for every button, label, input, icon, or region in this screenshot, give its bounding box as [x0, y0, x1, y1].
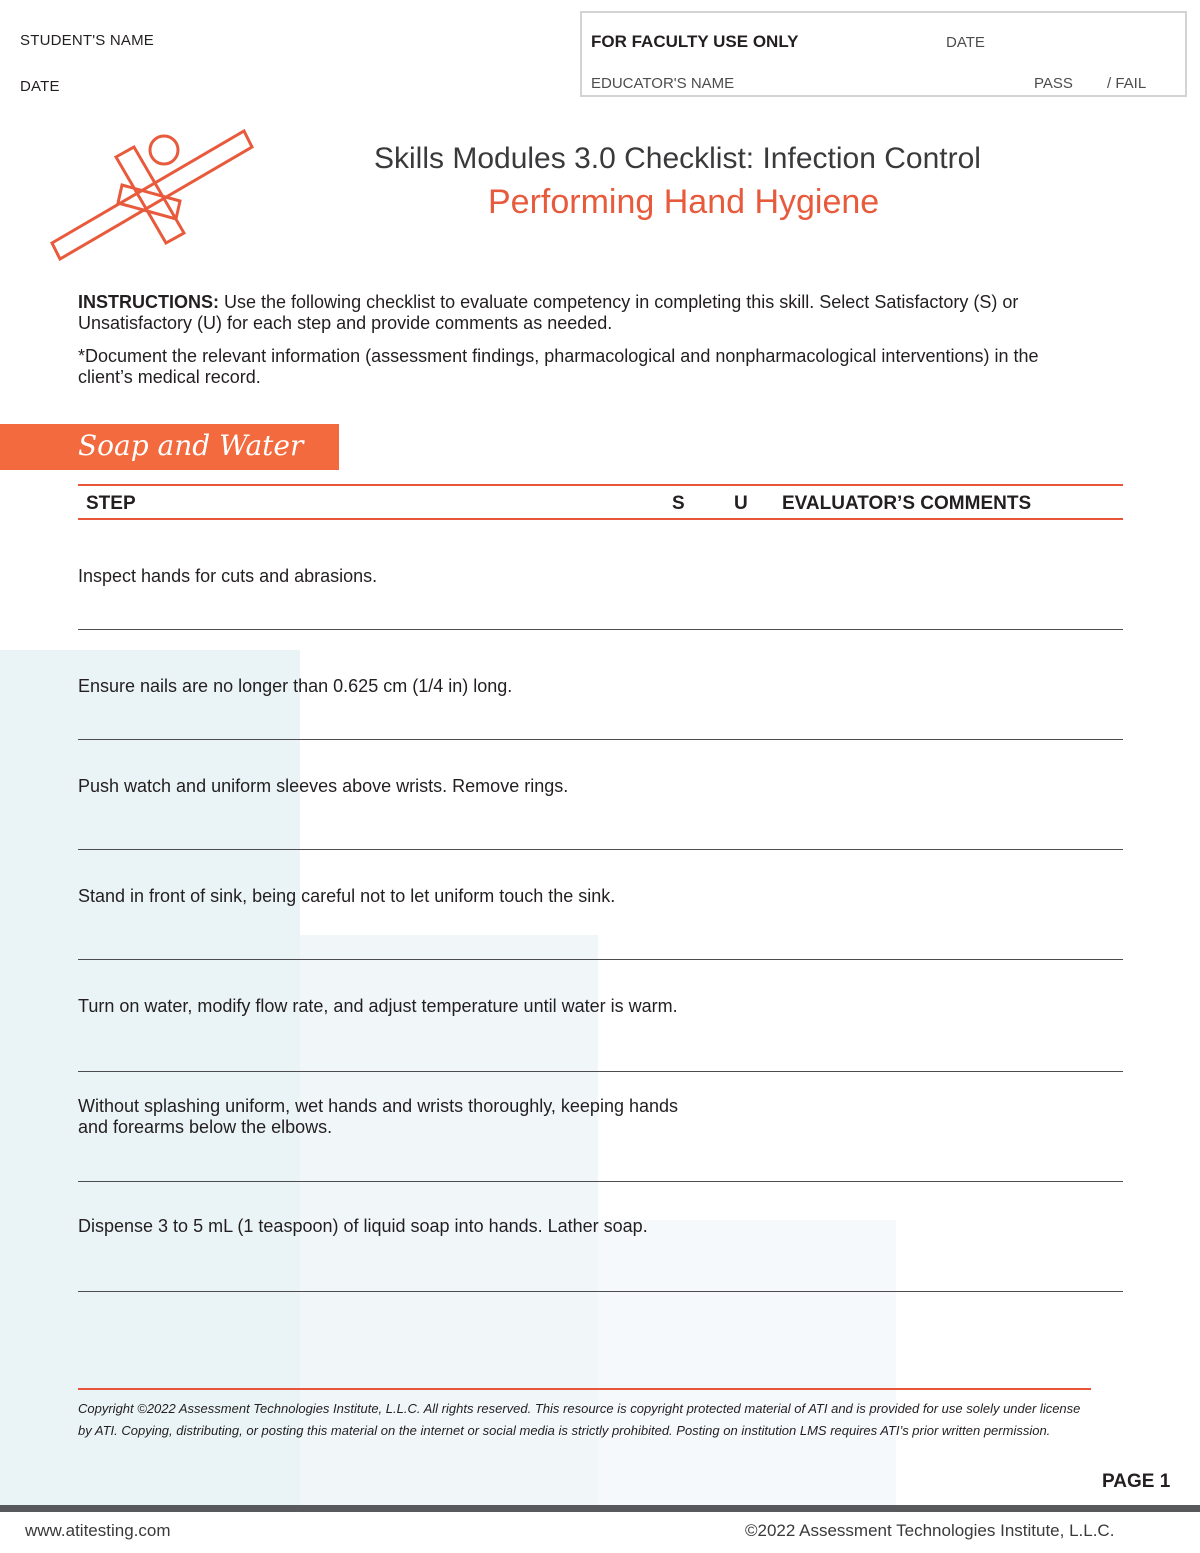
section-title: Soap and Water — [78, 429, 304, 462]
footer-bar — [0, 1505, 1200, 1512]
step-text: Inspect hands for cuts and abrasions. — [78, 566, 378, 586]
instructions-label: INSTRUCTIONS: — [78, 292, 219, 312]
footer-url-link[interactable]: www.atitesting.com — [25, 1521, 171, 1540]
step-text: Push watch and uniform sleeves above wrists. Remove rings. — [78, 776, 569, 796]
instructions — [78, 292, 1078, 400]
ati-logo-icon — [48, 125, 258, 270]
comments-column-header: EVALUATOR’S COMMENTS — [782, 493, 1032, 514]
faculty-use-box — [580, 11, 1187, 97]
step-text: Stand in front of sink, being careful not to let uniform touch the sink. — [78, 886, 616, 906]
table-row — [78, 961, 1123, 1071]
pass-label: PASS — [1034, 75, 1073, 92]
step-text: Dispense 3 to 5 mL (1 teaspoon) of liquid soap into hands. Lather soap. — [78, 1216, 648, 1236]
row-divider — [78, 1291, 1123, 1292]
step-text: Ensure nails are no longer than 0.625 cm (1/4 in) long. — [78, 676, 513, 696]
section-banner — [0, 424, 339, 470]
table-row — [78, 740, 1123, 850]
row-divider — [78, 959, 1123, 960]
fail-label: / FAIL — [1107, 75, 1147, 92]
table-row — [78, 1182, 1123, 1292]
page-number: PAGE 1 — [1102, 1471, 1171, 1492]
educator-name-label: EDUCATOR'S NAME — [591, 75, 735, 92]
page-title: Skills Modules 3.0 Checklist: Infection Control — [374, 142, 981, 175]
table-row — [78, 1072, 1123, 1182]
u-column-header: U — [734, 493, 748, 514]
table-row — [78, 630, 1123, 740]
documentation-note: *Document the relevant information (assessment findings, pharmacological and nonpharmacological interventions) in the client’s medical record. — [78, 346, 1039, 387]
copyright-notice: Copyright ©2022 Assessment Technologies Institute, L.L.C. All rights reserved. This resource is copyright protected material of ATI and is provided for use solely under license by ATI. Copying, distributing, or posting this material on the internet or social media is strictly prohibited. Posting on institution LMS requires ATI’s prior written permission. — [78, 1388, 1091, 1442]
date-label: DATE — [20, 78, 60, 95]
footer-company: ©2022 Assessment Technologies Institute, L.L.C. — [745, 1521, 1115, 1540]
step-column-header: STEP — [86, 493, 136, 514]
table-row — [78, 850, 1123, 960]
step-text: Turn on water, modify flow rate, and adjust temperature until water is warm. — [78, 996, 678, 1016]
student-name-label: STUDENT'S NAME — [20, 32, 155, 49]
page-subtitle: Performing Hand Hygiene — [488, 183, 880, 221]
s-column-header: S — [672, 493, 685, 514]
table-row — [78, 520, 1123, 630]
faculty-title: FOR FACULTY USE ONLY — [591, 32, 799, 51]
step-text: Without splashing uniform, wet hands and wrists thoroughly, keeping hands and forearms below the elbows. — [78, 1096, 679, 1137]
instructions-text: Use the following checklist to evaluate competency in completing this skill. Select Satisfactory (S) or Unsatisfactory (U) for each step and provide comments as needed. — [78, 292, 1019, 333]
faculty-date-label: DATE — [946, 34, 985, 51]
table-header — [78, 484, 1123, 520]
